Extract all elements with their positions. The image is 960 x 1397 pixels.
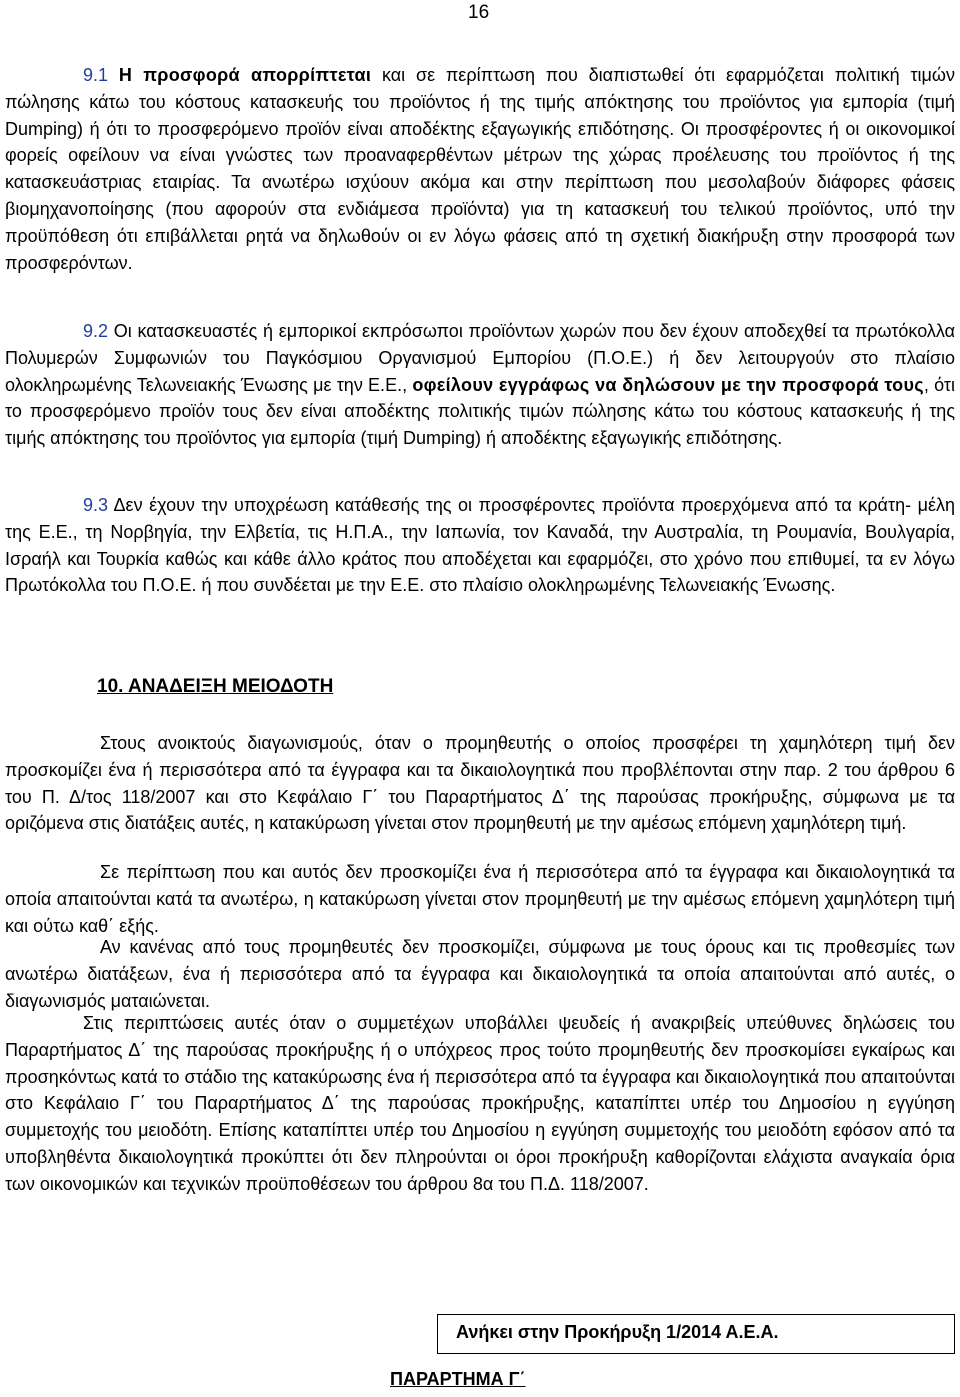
paragraph-text: και σε περίπτωση που διαπιστωθεί ότι εφαρμόζεται πολιτική τιμών πώλησης κάτω του κόστους κατασκευής του προϊόντος ή της τιμής απόκτησης του προϊόντος για εμπορία (τιμή Dumping) ή ότι το προσφερόμενο προϊόν είναι αποδέκτης εξαγωγικής επιδότησης. Οι προσφέροντες ή οι οικονομικοί φορείς οφείλουν να είναι γνώστες των προαναφερθέντων μέτρων της χώρας προέλευσης του προϊόντος ή της κατασκευάστριας εταιρίας. Τα ανωτέρω ισχύουν ακόμα και στην περίπτωση που μεσολαβούν διάφορες φάσεις βιομηχανοποίησης (που αφορούν στα ενδιάμεσα προϊόντα) για τη κατασκευή του τελικού προϊόντος, υπό την προϋπόθεση ότι επιβάλλεται ρητά να δηλωθούν οι εν λόγω φάσεις από τη σχετική διακήρυξη στην προσφορά των προσφερόντων.	[5, 65, 955, 273]
paragraph-cancellation	[5, 934, 955, 1014]
paragraph-text: Οι κατασκευαστές ή εμπορικοί εκπρόσωποι προϊόντων χωρών που δεν έχουν αποδεχθεί τα πρωτόκολλα Πολυμερών Συμφωνιών του Παγκόσμιου Οργανισμού Εμπορίου (Π.Ο.Ε.) ή δεν λειτουργούν στο πλαίσιο ολοκληρωμένης Τελωνειακής Ένωσης με την Ε.Ε.,	[5, 321, 955, 395]
footer-box-label: Ανήκει στην Προκήρυξη 1/2014 Α.Ε.Α.	[456, 1322, 779, 1342]
paragraph-text-cont: , ότι το προσφερόμενο προϊόν τους δεν είναι αποδέκτης πολιτικής τιμών πώλησης κάτω του κόστους κατασκευής ή της τιμής απόκτησης του προϊόντος για εμπορία (τιμή Dumping) ή αποδέκτης εξαγωγικής επιδότησης.	[5, 374, 955, 449]
paragraph-text: Σε περίπτωση που και αυτός δεν προσκομίζει ένα ή περισσότερα από τα έγγραφα και δικαιολογητικά τα οποία απαιτούνται κατά τα ανωτέρω, η κατακύρωση γίνεται στον προμηθευτή με την αμέσως επόμενη χαμηλότερη τιμή και ούτω καθ΄ εξής.	[5, 862, 955, 936]
section-heading: 10. ΑΝΑΔΕΙΞΗ ΜΕΙΟΔΟΤΗ	[97, 676, 334, 697]
paragraph-number: 9.1	[83, 65, 109, 85]
annex-title: ΠΑΡΑΡΤΗΜΑ Γ΄	[390, 1369, 526, 1389]
paragraph-number: 9.2	[83, 321, 109, 341]
rejection-phrase: Η προσφορά απορρίπτεται	[118, 65, 372, 85]
paragraph-text: Στους ανοικτούς διαγωνισμούς, όταν ο προμηθευτής ο οποίος προσφέρει τη χαμηλότερη τιμή δεν προσκομίζει ένα ή περισσότερα από τα έγγραφα και τα δικαιολογητικά που προβλέπονται στην παρ. 2 του άρθρου 6 του Π. Δ/τος 118/2007 και στο Κεφάλαιο Γ΄ του Παραρτήματος Δ΄ της παρούσας προκήρυξης, σύμφωνα με τα οριζόμενα στις διατάξεις αυτές, η κατακύρωση γίνεται στον προμηθευτή με την αμέσως επόμενη χαμηλότερη τιμή.	[5, 733, 955, 834]
paragraph-text: Στις περιπτώσεις αυτές όταν ο συμμετέχων υποβάλλει ψευδείς ή ανακριβείς υπεύθυνες δηλώσεις του Παραρτήματος Δ΄ της παρούσας προκήρυξης ή ο υπόχρεος προς τούτο προμηθευτής δεν προσκομίσει εγκαίρως και προσηκόντως κατά το στάδιο της κατακύρωσης ένα ή περισσότερα από τα έγγραφα και δικαιολογητικά που απαιτούνται στο Κεφάλαιο Γ΄ του Παραρτήματος Δ΄ της παρούσας προκήρυξης, καταπίπτει υπέρ του Δημοσίου η εγγύηση συμμετοχής του μειοδότη. Επίσης καταπίπτει υπέρ του Δημοσίου η εγγύηση συμμετοχής του μειοδότη εφόσον από τα υποβληθέντα δικαιολογητικά προκύπτει ότι δεν πληρούνται οι όροι προκήρυξη καθορίζονται ελάχιστα αναγκαία όρια των οικονομικών και τεχνικών προϋποθέσεων του άρθρου 8α του Π.Δ. 118/2007.	[5, 1013, 955, 1194]
paragraph-forfeiture	[5, 1010, 955, 1198]
paragraph-9-3	[5, 492, 955, 599]
obligation-phrase: οφείλουν εγγράφως να δηλώσουν με την προσφορά τους	[412, 374, 924, 395]
paragraph-lowest-bidder	[5, 730, 955, 837]
paragraph-number: 9.3	[83, 495, 109, 515]
paragraph-9-1	[5, 62, 955, 276]
paragraph-text: Αν κανένας από τους προμηθευτές δεν προσκομίζει, σύμφωνα με τους όρους και τις προθεσμίες των ανωτέρω διατάξεων, ένα ή περισσότερα από τα έγγραφα και δικαιολογητικά τα οποία απαιτούνται από αυτές, ο διαγωνισμός ματαιώνεται.	[5, 937, 955, 1011]
paragraph-text: Δεν έχουν την υποχρέωση κατάθεσής της οι προσφέροντες προϊόντα προερχόμενα από τα κράτη- μέλη της Ε.Ε., τη Νορβηγία, την Ελβετία, τις Η.Π.Α., την Ιαπωνία, τον Καναδά, την Αυστραλία, τη Ρουμανία, Βουλγαρία, Ισραήλ και Τουρκία καθώς και κάθε άλλο κράτος που αποδέχεται και εφαρμόζει, στο χρόνο που επιθυμεί, τα εν λόγω Πρωτόκολλα του Π.Ο.Ε. ή που συνδέεται με την Ε.Ε. στο πλαίσιο ολοκληρωμένης Τελωνειακής Ένωσης.	[5, 495, 955, 596]
paragraph-next-bidder	[5, 859, 955, 939]
page-number: 16	[468, 2, 490, 23]
paragraph-9-2	[5, 318, 955, 452]
footer-box	[437, 1314, 955, 1354]
